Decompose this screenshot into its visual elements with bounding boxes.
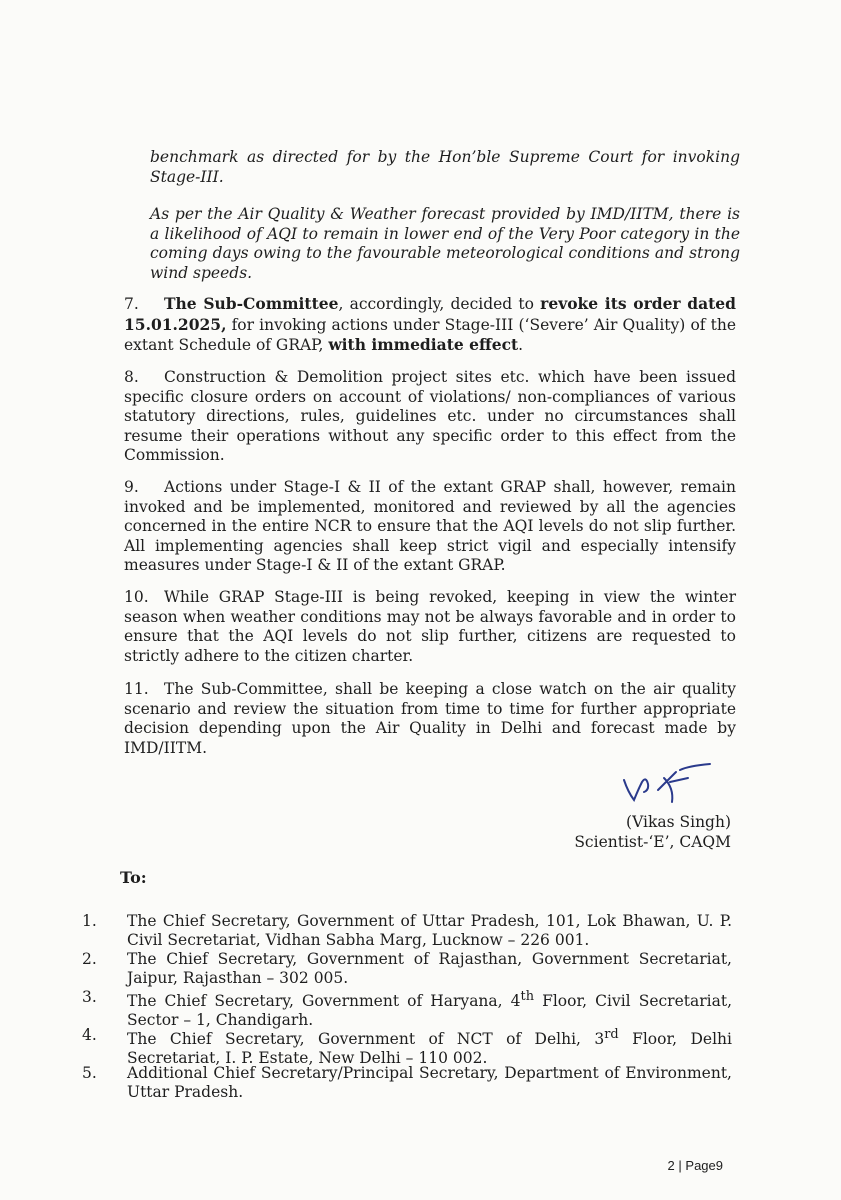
paragraph-number: 11.: [124, 680, 149, 698]
paragraph-text: The Sub-Committee, shall be keeping a close watch on the air quality scenario and review the situation from time to time for further appropriate decision depending upon the Air Quality in Delhi and forecast made by IMD/IITM.: [124, 680, 736, 757]
bold-text: with immediate effect: [328, 335, 519, 354]
recipient-text: [127, 1064, 732, 1101]
recipient-number: 2.: [82, 950, 97, 968]
continuation-text: [150, 148, 740, 187]
recipient-number: 3.: [82, 988, 97, 1006]
signatory-block: [574, 812, 731, 852]
recipient-item: [82, 1026, 732, 1067]
paragraph-text: While GRAP Stage-III is being revoked, keeping in view the winter season when weather conditions may not be always favorable and in order to ensure that the AQI levels do not slip further, citizens are requested to strictly adhere to the citizen charter.: [124, 588, 736, 665]
handwritten-signature: [618, 762, 718, 812]
paragraph-11: [124, 680, 736, 758]
recipient-address: Floor, Civil Secretariat, Sector – 1, Chandigarh.: [127, 992, 732, 1029]
recipient-text: [127, 1026, 732, 1067]
paragraph-10: [124, 588, 736, 666]
recipient-address: The Chief Secretary, Government of Haryana, 4: [127, 992, 521, 1011]
recipient-number: 1.: [82, 912, 97, 930]
to-label: To:: [120, 868, 147, 887]
page-label: | Page9: [678, 1158, 723, 1173]
recipient-number: 4.: [82, 1026, 97, 1044]
paragraph-8: [124, 368, 736, 466]
recipient-address: The Chief Secretary, Government of NCT of Delhi, 3: [127, 1030, 605, 1049]
page-footer: [668, 1158, 723, 1173]
paragraph-text: Actions under Stage-I & II of the extant GRAP shall, however, remain invoked and be implemented, monitored and reviewed by all the agencies concerned in the entire NCR to ensure that the AQI levels do not slip further. All implementing agencies shall keep strict vigil and especially intensify measures under Stage-I & II of the extant GRAP.: [124, 478, 736, 574]
continuation-line-1: benchmark as directed for by the Hon’ble Supreme Court for invoking Stage-III.: [150, 148, 740, 186]
forecast-text: As per the Air Quality & Weather forecast provided by IMD/IITM, there is a likelihood of AQI to remain in lower end of the Very Poor category in the coming days owing to the favourable meteorological conditions and strong wind speeds.: [150, 205, 740, 282]
bold-text: The Sub-Committee: [164, 294, 339, 313]
forecast-paragraph: [150, 205, 740, 283]
recipient-address: The Chief Secretary, Government of Uttar Pradesh, 101, Lok Bhawan, U. P. Civil Secretariat, Vidhan Sabha Marg, Lucknow – 226 001.: [127, 912, 732, 949]
page-number: 2: [667, 1158, 675, 1173]
paragraph-number: 10.: [124, 588, 149, 606]
recipient-item: [82, 912, 732, 949]
superscript: th: [520, 989, 535, 1004]
paragraph-7: [124, 294, 736, 356]
recipient-item: [82, 1064, 732, 1101]
signatory-name: (Vikas Singh): [626, 813, 731, 831]
bold-text: revoke its order dated 15.01.2025,: [124, 294, 736, 334]
recipient-text: [127, 950, 732, 987]
recipient-text: [127, 912, 732, 949]
paragraph-number: 7.: [124, 295, 139, 313]
superscript: rd: [604, 1027, 619, 1042]
paragraph-text: Construction & Demolition project sites etc. which have been issued specific closure orders on account of violations/ non-compliances of various statutory directions, rules, guidelines etc. under no circumstances shall resume their operations without any specific order to this effect from the Commission.: [124, 368, 736, 464]
paragraph-text: for invoking actions under Stage-III (‘Severe’ Air Quality) of the extant Schedule of GRAP,: [124, 315, 736, 354]
recipient-item: [82, 950, 732, 987]
paragraph-text: .: [518, 336, 524, 354]
recipient-address: Additional Chief Secretary/Principal Secretary, Department of Environment, Uttar Pradesh.: [127, 1064, 732, 1101]
recipient-address: Floor, Delhi Secretariat, I. P. Estate, New Delhi – 110 002.: [127, 1030, 732, 1067]
paragraph-number: 8.: [124, 368, 139, 386]
paragraph-number: 9.: [124, 478, 139, 496]
recipient-number: 5.: [82, 1064, 97, 1082]
signatory-designation: Scientist-‘E’, CAQM: [574, 833, 731, 851]
recipient-text: [127, 988, 732, 1029]
recipient-address: The Chief Secretary, Government of Rajasthan, Government Secretariat, Jaipur, Rajasthan – 302 005.: [127, 950, 732, 987]
recipient-item: [82, 988, 732, 1029]
paragraph-9: [124, 478, 736, 576]
paragraph-text: , accordingly, decided to: [338, 295, 541, 313]
